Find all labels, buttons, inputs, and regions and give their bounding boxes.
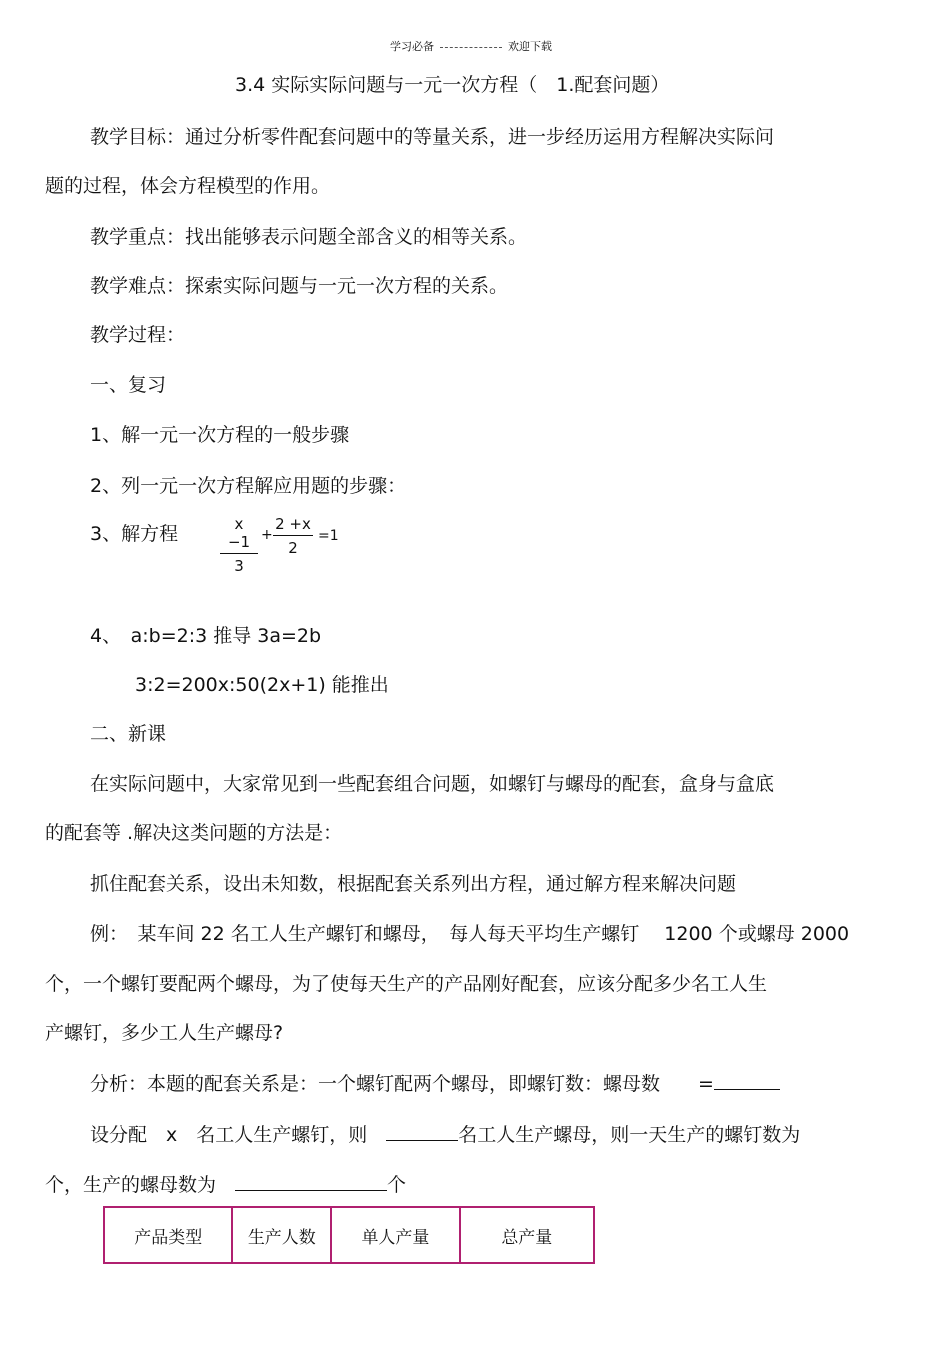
setup-text-b: 名工人生产螺母，则一天生产的螺钉数为: [458, 1124, 801, 1146]
production-table: [103, 1206, 595, 1264]
review-item-4: 4、 a:b=2:3 推导 3a=2b: [90, 625, 322, 647]
document-title: 3.4 实际实际问题与一元一次方程（ 1.配套问题）: [235, 74, 670, 96]
setup-text-a: 设分配 x 名工人生产螺钉，则: [90, 1124, 387, 1146]
review-item-1: 1、解一元一次方程的一般步骤: [90, 424, 350, 446]
example-line-2: 个，一个螺钉要配两个螺母，为了使每天生产的产品刚好配套，应该分配多少名工人生: [45, 973, 768, 995]
review-item-4b: 3:2=200x:50(2x+1) 能推出: [135, 674, 389, 696]
page-header: [390, 40, 552, 54]
teaching-process: 教学过程：: [90, 324, 186, 346]
setup2-text-b: 个: [387, 1174, 407, 1196]
setup2-text-a: 个，生产的螺母数为: [45, 1174, 236, 1196]
plus-sign: +: [261, 527, 273, 543]
fraction-2-denominator: 2: [288, 539, 298, 557]
key-point: 教学重点：找出能够表示问题全部含义的相等关系。: [90, 226, 528, 248]
newlesson-heading: 二、新课: [90, 723, 167, 745]
header-total-output: 总产量: [460, 1207, 594, 1263]
example-line-1: 例： 某车间 22 名工人生产螺钉和螺母， 每人每天平均生产螺钉 1200 个或螺母 2000: [90, 923, 850, 945]
review-heading: 一、复习: [90, 374, 167, 396]
table-header-row: [104, 1207, 594, 1263]
header-right: 欢迎下载: [508, 40, 552, 53]
objective-label: 教学目标：: [90, 126, 186, 148]
fraction-1: [220, 515, 258, 575]
analysis-text: 分析：本题的配套关系是：一个螺钉配两个螺母，即螺钉数：螺母数 =: [90, 1073, 714, 1095]
ratio-blank: [714, 1071, 780, 1090]
objective-text-1: 通过分析零件配套问题中的等量关系，进一步经历运用方程解决实际问: [185, 126, 775, 148]
objective-line-1: [90, 125, 774, 149]
nuts-count-blank: [235, 1172, 387, 1191]
review-item-3-label: 3、解方程: [90, 523, 179, 545]
header-left: 学习必备: [390, 40, 434, 53]
workers-blank: [386, 1122, 458, 1141]
example-line-3: 产螺钉，多少工人生产螺母?: [45, 1022, 284, 1044]
fraction-2: [273, 515, 313, 557]
newlesson-p1-line-1: 在实际问题中，大家常见到一些配套组合问题，如螺钉与螺母的配套，盒身与盒底: [90, 773, 775, 795]
method-text: 抓住配套关系，设出未知数，根据配套关系列出方程，通过解方程来解决问题: [90, 873, 737, 895]
header-workers: 生产人数: [232, 1207, 331, 1263]
fraction-1-denominator: 3: [234, 557, 244, 575]
objective-line-2: 题的过程，体会方程模型的作用。: [45, 175, 331, 197]
setup-line-2: [45, 1172, 406, 1197]
difficulty: 教学难点：探索实际问题与一元一次方程的关系。: [90, 275, 509, 297]
header-product-type: 产品类型: [104, 1207, 232, 1263]
header-dash: [440, 47, 502, 48]
fraction-1-numerator: x −1: [220, 515, 258, 554]
equation-rhs: =1: [318, 528, 339, 544]
analysis-line: [90, 1071, 780, 1096]
header-unit-output: 单人产量: [331, 1207, 459, 1263]
review-item-2: 2、列一元一次方程解应用题的步骤：: [90, 475, 407, 497]
newlesson-p1-line-2: 的配套等 .解决这类问题的方法是：: [45, 822, 343, 844]
fraction-2-numerator: 2 +x: [273, 515, 313, 536]
setup-line-1: [90, 1122, 800, 1147]
